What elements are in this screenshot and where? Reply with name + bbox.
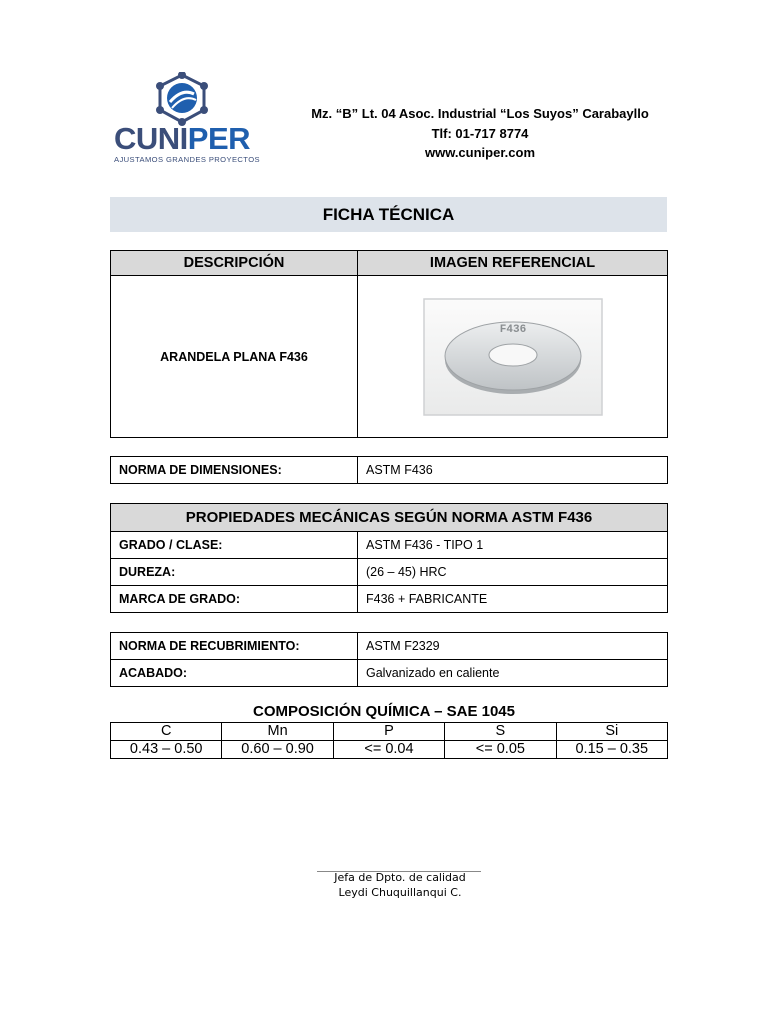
dimension-standard-label: NORMA DE DIMENSIONES: [111, 457, 358, 484]
logo-wordmark: CUNIPER [114, 121, 251, 156]
page-title: FICHA TÉCNICA [322, 205, 455, 224]
title-band [110, 197, 667, 232]
value-p: <= 0.04 [333, 741, 444, 759]
grade-value: ASTM F436 - TIPO 1 [358, 532, 668, 559]
description-table [110, 250, 668, 438]
element-mn: Mn [222, 723, 333, 741]
element-s: S [445, 723, 556, 741]
finish-label: ACABADO: [111, 660, 358, 687]
company-website: www.cuniper.com [424, 145, 536, 160]
value-mn: 0.60 – 0.90 [222, 741, 333, 759]
company-phone: Tlf: 01-717 8774 [431, 126, 529, 141]
washer-marking: F436 [499, 323, 526, 336]
description-header: DESCRIPCIÓN [111, 251, 358, 276]
table-row [111, 586, 668, 613]
element-si: Si [556, 723, 667, 741]
grade-mark-value: F436 + FABRICANTE [358, 586, 668, 613]
signature-role: Jefa de Dpto. de calidad [334, 871, 466, 884]
grade-label: GRADO / CLASE: [111, 532, 358, 559]
logo-tagline: AJUSTAMOS GRANDES PROYECTOS [114, 155, 260, 164]
value-s: <= 0.05 [445, 741, 556, 759]
finish-value: Galvanizado en caliente [358, 660, 668, 687]
mechanical-properties-header: PROPIEDADES MECÁNICAS SEGÚN NORMA ASTM F436 [111, 504, 668, 532]
washer-image [423, 298, 603, 416]
coating-standard-label: NORMA DE RECUBRIMIENTO: [111, 633, 358, 660]
coating-table [110, 632, 668, 687]
chemical-composition-title: COMPOSICIÓN QUÍMICA – SAE 1045 [252, 703, 515, 720]
table-row [111, 559, 668, 586]
chemical-composition-table [110, 722, 668, 759]
hardness-value: (26 – 45) HRC [358, 559, 668, 586]
dimension-standard-value: ASTM F436 [358, 457, 668, 484]
element-c: C [111, 723, 222, 741]
table-row [111, 660, 668, 687]
table-row [111, 532, 668, 559]
coating-standard-value: ASTM F2329 [358, 633, 668, 660]
signature-name: Leydi Chuquillanqui C. [338, 886, 462, 899]
table-row [111, 633, 668, 660]
element-p: P [333, 723, 444, 741]
company-address: Mz. “B” Lt. 04 Asoc. Industrial “Los Suyos” Carabayllo [311, 106, 649, 121]
hardness-label: DUREZA: [111, 559, 358, 586]
product-name-cell [111, 276, 358, 438]
table-row [111, 741, 668, 759]
table-row [111, 723, 668, 741]
grade-mark-label: MARCA DE GRADO: [111, 586, 358, 613]
reference-image-cell [358, 276, 668, 438]
reference-image-header: IMAGEN REFERENCIAL [358, 251, 668, 276]
mechanical-properties-table [110, 503, 668, 613]
value-c: 0.43 – 0.50 [111, 741, 222, 759]
dimension-standard-table [110, 456, 668, 484]
product-name: ARANDELA PLANA F436 [160, 350, 308, 364]
value-si: 0.15 – 0.35 [556, 741, 667, 759]
